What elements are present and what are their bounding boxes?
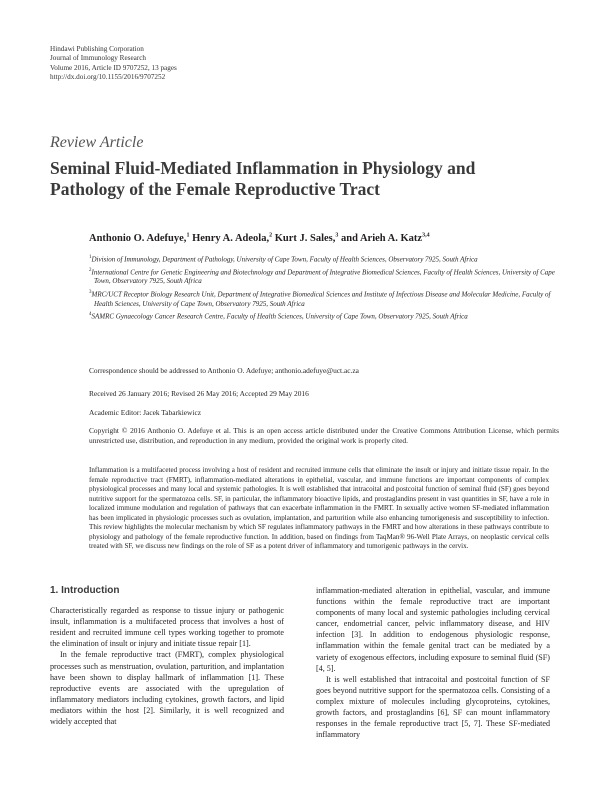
journal-line: Journal of Immunology Research: [50, 54, 147, 63]
article-title: [50, 158, 550, 200]
affiliation-number: 2: [89, 267, 92, 273]
affiliation-list: [89, 253, 559, 323]
affiliation-item: [89, 253, 559, 265]
body-paragraph: It is well established that intracoital and postcoital function of SF goes beyond nutritive support for the spermatozoa cells. Consisting of a complex mixture of molecules including glycoproteins, cytokines, growth factors, and prostaglandins [6], SF can mount inflammatory responses in the female reproductive tract [5, 7]. These SF-mediated inflammatory: [316, 674, 550, 740]
body-paragraph: Characteristically regarded as response to tissue injury or pathogenic insult, inflammation is a multifaceted process that involves a host of resident and recruited immune cell types working together to promote the elimination of insult or injury and initiate tissue repair [1].: [50, 606, 284, 649]
article-category: Review Article: [50, 134, 144, 151]
affiliation-item: [89, 266, 559, 287]
affiliation-text: Division of Immunology, Department of Pathology, University of Cape Town, Faculty of Health Sciences, Observatory 7925, South Africa: [91, 255, 478, 264]
title-line-2: Pathology of the Female Reproductive Tract: [50, 179, 381, 199]
author-list: [89, 233, 430, 244]
affiliation-text: MRC/UCT Receptor Biology Research Unit, Department of Integrative Biomedical Sciences and Institute of Infectious Disease and Molecular Medicine, Faculty of Health Sciences, University of Cape Town, Observatory 7925, South Africa: [91, 290, 551, 308]
body-paragraph: In the female reproductive tract (FMRT), complex physiological processes such as menstruation, ovulation, parturition, and implantation have been shown to display hallmark of inflammation [1]. These reproductive events are associated with the upregulation of inflammatory mediators including cytokines, growth factors, and lipid mediators within the host [2]. Similarly, it is well recognized and widely accepted that: [50, 650, 284, 727]
affiliation-item: [89, 310, 559, 322]
correspondence-note: Correspondence should be addressed to Anthonio O. Adefuye; anthonio.adefuye@uct.ac.za: [89, 366, 359, 375]
affiliation-text: SAMRC Gynaecology Cancer Research Centre, Faculty of Health Sciences, University of Cape Town, Observatory 7925, South Africa: [91, 312, 468, 321]
author-name: Anthonio O. Adefuye,: [89, 233, 187, 244]
affiliation-number: 3: [89, 289, 92, 295]
academic-editor: Academic Editor: Jacek Tabarkiewicz: [89, 408, 201, 417]
copyright-notice: Copyright © 2016 Anthonio O. Adefuye et al. This is an open access article distributed under the Creative Commons Attribution License, which permits unrestricted use, distribution, and reproduction in any medium, provided the original work is properly cited.: [89, 426, 559, 445]
author-name: and Arieh A. Katz: [341, 233, 423, 244]
submission-dates: Received 26 January 2016; Revised 26 May 2016; Accepted 29 May 2016: [89, 389, 309, 398]
publisher-line: Hindawi Publishing Corporation: [50, 45, 144, 53]
volume-line: Volume 2016, Article ID 9707252, 13 pages: [50, 63, 177, 72]
doi-link[interactable]: http://dx.doi.org/10.1155/2016/9707252: [50, 73, 166, 82]
affiliation-number: 4: [89, 312, 92, 318]
title-line-1: Seminal Fluid-Mediated Inflammation in Physiology and: [50, 158, 476, 178]
author-affil-ref: 3,4: [422, 232, 430, 239]
body-column-right: [316, 585, 550, 740]
abstract-text: Inflammation is a multifaceted process involving a host of resident and recruited immune cells that eliminate the insult or injury and initiate tissue repair. In the female reproductive tract (FMRT), inflammation-mediated alterations in epithelial, vascular, and immune functions are important components of complex physiological processes and many local and systemic pathologies. It is well established that intracoital and postcoital function of seminal fluid (SF) goes beyond nutritive support for the spermatozoa cells. SF, in particular, the inflammatory bioactive lipids, and prostaglandins present in vast quantities in SF, have a role in localized immune modulation and regulation of pathways that can exacerbate inflammation in the FMRT. In sexually active women SF-mediated inflammation has been implicated in physiologic processes such as ovulation, implantation, and parturition while also enhancing tumorigenesis and susceptibility to infection. This review highlights the molecular mechanism by which SF regulates inflammatory pathways in the FMRT and how alterations in these pathways contribute to physiology and pathology of the female reproductive function. In addition, based on findings from TaqMan® 96-Well Plate Arrays, on neoplastic cervical cells treated with SF, we discuss new findings on the role of SF as a potent driver of inflammatory and tumorigenic pathways in the cervix.: [89, 466, 549, 550]
affiliation-number: 1: [89, 255, 92, 260]
section-heading: 1. Introduction: [50, 585, 120, 596]
journal-header: [50, 45, 177, 83]
affiliation-item: [89, 288, 559, 309]
body-column-left: [50, 585, 284, 727]
body-paragraph: inflammation-mediated alteration in epithelial, vascular, and immune functions within the female reproductive tract are important components of many local and systemic pathologies including cervical cancer, endometrial cancer, pelvic inflammatory disease, and HIV infection [3]. In addition to endogenous physiologic response, inflammation within the female genital tract can be mediated by a variety of exogenous effectors, including exposure to seminal fluid (SF) [4, 5].: [316, 586, 550, 673]
affiliation-text: International Centre for Genetic Engineering and Biotechnology and Department of Integrative Biomedical Sciences, Faculty of Health Sciences, University of Cape Town, Observatory 7925, South Africa: [91, 268, 555, 286]
author-affil-ref: 2: [269, 232, 273, 239]
author-name: Henry A. Adeola,: [192, 233, 270, 244]
author-affil-ref: 3: [335, 232, 339, 239]
author-name: Kurt J. Sales,: [274, 233, 336, 244]
author-affil-ref: 1: [186, 232, 190, 239]
